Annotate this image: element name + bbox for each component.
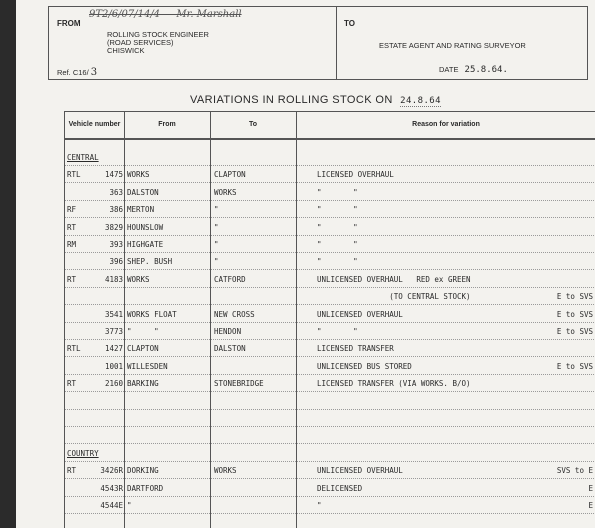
reason-cell: " " [317, 257, 358, 267]
from-cell: SHEP. BUSH [127, 257, 173, 267]
to-cell: WORKS [214, 466, 237, 476]
table-row [65, 237, 595, 253]
to-cell: NEW CROSS [214, 309, 255, 319]
to-cell: " [214, 240, 219, 249]
vehicle-number: 4183 [104, 274, 123, 284]
vehicle-number: 386 [109, 205, 123, 215]
reason-cell: UNLICENSED OVERHAUL RED ex GREEN [317, 274, 471, 284]
table-row [65, 463, 595, 479]
from-cell: DARTFORD [127, 483, 164, 493]
table-row [65, 341, 595, 357]
from-cell: WORKS FLOAT [127, 309, 177, 319]
from-cell: DALSTON [127, 187, 159, 197]
title-text: VARIATIONS IN ROLLING STOCK ON [190, 94, 393, 106]
from-cell: HOUNSLOW [127, 222, 164, 232]
vehicle-prefix: RT [67, 274, 77, 284]
from-cell: BARKING [127, 379, 159, 389]
vehicle-number: 3541 [104, 309, 123, 319]
reason-cell: DELICENSED [317, 483, 363, 493]
from-label: FROM [57, 19, 81, 28]
from-line: ROLLING STOCK ENGINEER [107, 30, 209, 39]
to-cell: CLAPTON [214, 170, 246, 180]
reason-cell: " " [317, 327, 358, 336]
to-cell: " [214, 257, 219, 267]
title-date: 24.8.64 [400, 96, 441, 106]
from-cell: WORKS [127, 274, 150, 284]
from-cell: WORKS [127, 170, 150, 180]
to-cell: " [214, 205, 219, 215]
col-header-vehicle: Vehicle number [65, 112, 124, 139]
vehicle-number: 2160 [104, 379, 123, 389]
to-cell: HENDON [214, 327, 242, 336]
header-rule [65, 139, 595, 140]
from-cell: MERTON [127, 205, 155, 215]
table-row [65, 376, 595, 392]
col-header-reason: Reason for variation [296, 112, 595, 139]
table-row [65, 185, 595, 201]
vehicle-number: 4544E [100, 501, 123, 510]
table-row [65, 289, 595, 305]
date-value: 25.8.64. [464, 65, 508, 75]
table-row [65, 498, 595, 514]
vehicle-prefix: RF [67, 205, 77, 215]
from-cell: DORKING [127, 466, 159, 476]
reason-cell: " " [317, 240, 358, 249]
vehicle-prefix: RTL [67, 170, 81, 180]
table-row [65, 272, 595, 288]
table-row [65, 254, 595, 270]
vehicle-prefix: RTL [67, 344, 81, 354]
vehicle-prefix: RT [67, 379, 77, 389]
handwritten-note: 9T2/6/07/14/4 — Mr. Marshall [89, 9, 242, 20]
table-row [65, 220, 595, 236]
from-line: CHISWICK [107, 46, 145, 55]
transfer-code: E to SVS [556, 361, 593, 371]
from-cell: HIGHGATE [127, 240, 164, 249]
to-cell: DALSTON [214, 344, 246, 354]
ref-value: 3 [90, 67, 98, 78]
from-cell: WILLESDEN [127, 361, 168, 371]
vehicle-number: 1427 [104, 344, 123, 354]
reason-cell: UNLICENSED OVERHAUL [317, 309, 403, 319]
vehicle-number: 393 [109, 240, 123, 249]
reason-cell: (TO CENTRAL STOCK) [317, 292, 471, 302]
table-row [65, 202, 595, 218]
to-recipient: ESTATE AGENT AND RATING SURVEYOR [379, 41, 526, 50]
vehicle-number: 396 [109, 257, 123, 267]
page-title [190, 94, 441, 106]
document-sheet [16, 0, 595, 528]
vehicle-number: 4543R [100, 483, 123, 493]
table-row [65, 428, 595, 444]
reason-cell: LICENSED OVERHAUL [317, 170, 394, 180]
vehicle-number: 3773 [104, 327, 123, 336]
transfer-code: E [588, 483, 593, 493]
section-row [65, 446, 595, 462]
section-heading: COUNTRY [67, 448, 99, 458]
vehicle-prefix: RT [67, 222, 77, 232]
section-row [65, 150, 595, 166]
transfer-code: E [588, 501, 593, 510]
from-line: (ROAD SERVICES) [107, 38, 174, 47]
ref-label: Ref. C16/ [57, 68, 89, 77]
transfer-code: SVS to E [556, 466, 593, 476]
col-header-from: From [124, 112, 210, 139]
variations-table [64, 111, 595, 528]
to-cell: " [214, 222, 219, 232]
header-divider [336, 7, 337, 79]
to-label: TO [344, 19, 355, 28]
reference [57, 67, 97, 78]
date-label: DATE [439, 65, 459, 74]
table-row [65, 359, 595, 375]
vehicle-number: 1475 [104, 170, 123, 180]
table-row [65, 324, 595, 340]
to-cell: CATFORD [214, 274, 246, 284]
table-row [65, 394, 595, 410]
vehicle-number: 363 [109, 187, 123, 197]
reason-cell: LICENSED TRANSFER [317, 344, 394, 354]
transfer-code: E to SVS [556, 309, 593, 319]
vehicle-number: 1001 [104, 361, 123, 371]
reason-cell: " " [317, 222, 358, 232]
table-row [65, 307, 595, 323]
from-cell: CLAPTON [127, 344, 159, 354]
col-header-to: To [210, 112, 296, 139]
vehicle-prefix: RM [67, 240, 77, 249]
vehicle-number: 3829 [104, 222, 123, 232]
reason-cell: UNLICENSED BUS STORED [317, 361, 412, 371]
vehicle-number: 3426R [100, 466, 123, 476]
date-field [439, 65, 508, 75]
from-cell: " " [127, 327, 159, 336]
transfer-code: E to SVS [556, 327, 593, 336]
transfer-code: E to SVS [556, 292, 593, 302]
table-row [65, 481, 595, 497]
to-cell: WORKS [214, 187, 237, 197]
section-heading: CENTRAL [67, 153, 99, 162]
table-row [65, 515, 595, 528]
reason-cell: " " [317, 187, 358, 197]
to-cell: STONEBRIDGE [214, 379, 264, 389]
from-address [107, 31, 209, 55]
from-cell: " [127, 501, 132, 510]
reason-cell: LICENSED TRANSFER (VIA WORKS. B/O) [317, 379, 471, 389]
reason-cell: UNLICENSED OVERHAUL [317, 466, 403, 476]
reason-cell: " [317, 501, 322, 510]
vehicle-prefix: RT [67, 466, 77, 476]
table-row [65, 167, 595, 183]
memo-header [48, 6, 588, 80]
reason-cell: " " [317, 205, 358, 215]
table-row [65, 411, 595, 427]
